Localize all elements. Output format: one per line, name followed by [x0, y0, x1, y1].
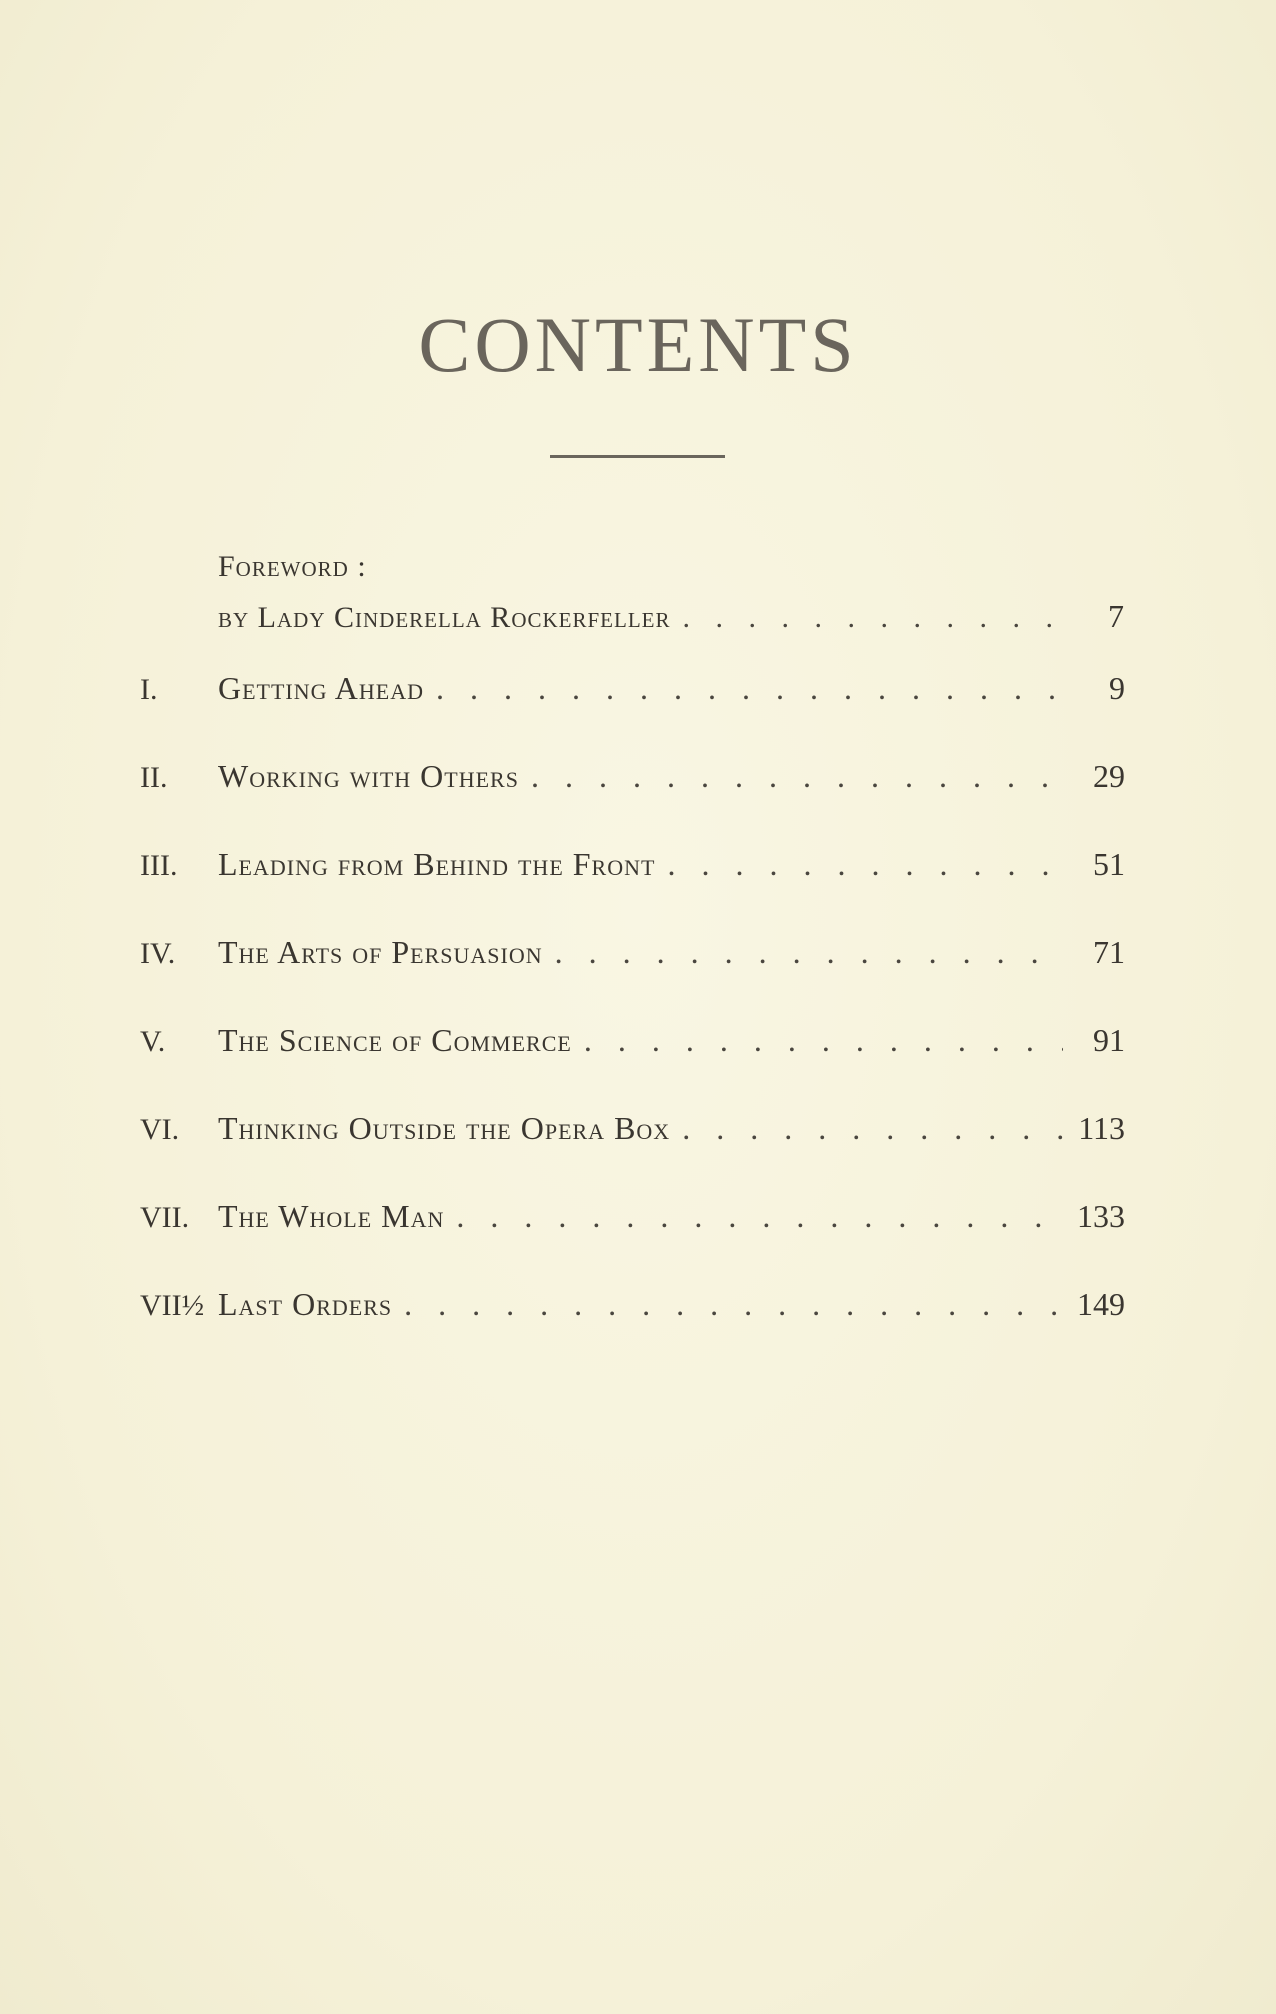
chapter-numeral: II.	[140, 761, 168, 794]
dot-leader	[667, 846, 1063, 883]
toc-entry	[140, 1198, 1125, 1286]
toc-entry	[140, 670, 1125, 758]
table-of-contents	[140, 540, 1125, 1374]
page-number: 9	[1109, 670, 1125, 706]
dot-leader	[404, 1286, 1063, 1323]
chapter-numeral: I.	[140, 673, 158, 706]
page-title: CONTENTS	[418, 301, 858, 388]
toc-entry	[140, 1286, 1125, 1374]
chapter-title: Getting Ahead	[218, 670, 424, 706]
page-number: 113	[1078, 1110, 1125, 1146]
foreword-byline: by Lady Cinderella Rockerfeller	[218, 601, 671, 634]
chapter-numeral: IV.	[140, 937, 176, 970]
dot-leader	[456, 1198, 1063, 1235]
dot-leader	[683, 601, 1064, 635]
title-rule	[550, 455, 725, 458]
page-number: 29	[1093, 758, 1125, 794]
toc-entry	[140, 1022, 1125, 1110]
chapter-title: The Arts of Persuasion	[218, 934, 543, 970]
page-number: 51	[1093, 846, 1125, 882]
page-number: 133	[1077, 1198, 1125, 1234]
toc-entry	[140, 758, 1125, 846]
toc-entry	[140, 934, 1125, 1022]
chapter-title: Leading from Behind the Front	[218, 846, 656, 882]
foreword-heading: Foreword :	[218, 550, 367, 583]
chapter-numeral: VII½	[140, 1289, 205, 1322]
chapter-title: Thinking Outside the Opera Box	[218, 1110, 671, 1146]
chapter-numeral: VII.	[140, 1201, 190, 1234]
dot-leader	[436, 670, 1063, 707]
toc-entry	[140, 846, 1125, 934]
page-number: 71	[1093, 934, 1125, 970]
chapter-numeral: III.	[140, 849, 178, 882]
chapter-title: Working with Others	[218, 758, 519, 794]
page-number: 91	[1093, 1022, 1125, 1058]
dot-leader	[555, 934, 1063, 971]
toc-entry-foreword	[140, 540, 1125, 670]
page-number: 7	[1108, 598, 1125, 634]
dot-leader	[531, 758, 1063, 795]
toc-entry	[140, 1110, 1125, 1198]
foreword-byline-row	[218, 598, 1125, 635]
chapter-title: Last Orders	[218, 1286, 393, 1322]
chapter-numeral: V.	[140, 1025, 166, 1058]
dot-leader	[682, 1110, 1063, 1147]
dot-leader	[584, 1022, 1063, 1059]
chapter-title: The Whole Man	[218, 1198, 445, 1234]
page-number: 149	[1077, 1286, 1125, 1322]
chapter-numeral: VI.	[140, 1113, 180, 1146]
chapter-title: The Science of Commerce	[218, 1022, 572, 1058]
